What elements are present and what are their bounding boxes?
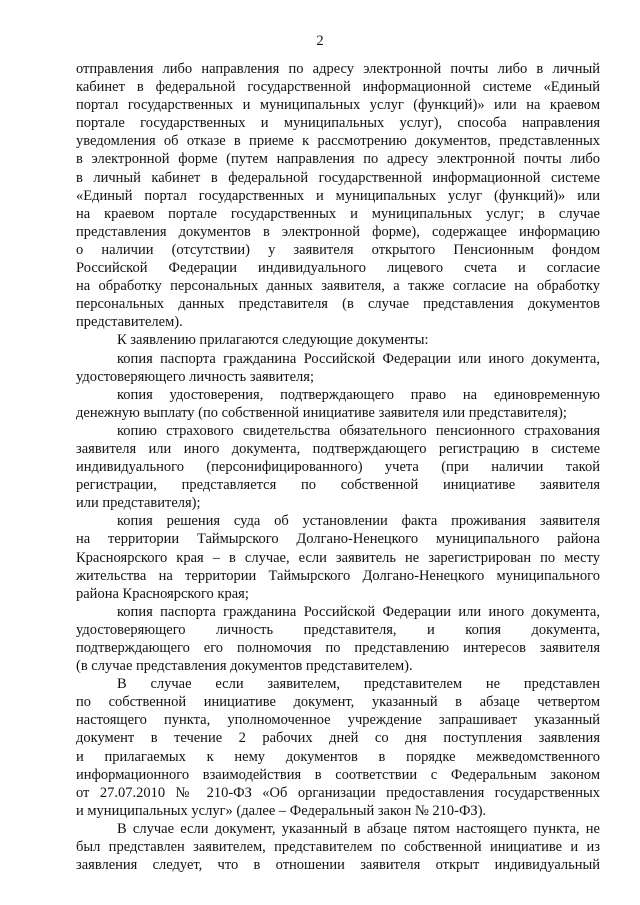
paragraph [76, 820, 600, 874]
text-line: портал государственных и муниципальных услуг (функций)» или на краевом [76, 97, 600, 114]
text-line: копию страхового свидетельства обязательного пенсионного страхования [117, 422, 600, 439]
paragraph [76, 512, 600, 602]
text-line: копия паспорта гражданина Российской Федерации или иного документа, [117, 603, 600, 620]
text-line: на территории Таймырского Долгано-Ненецкого муниципального района [76, 531, 600, 548]
text-line: удостоверяющего личность представителя, и копия документа, [76, 621, 600, 638]
text-line: документ в течение 2 рабочих дней со дня поступления заявления [76, 730, 600, 747]
paragraph [76, 350, 600, 386]
text-line: представителем). [76, 314, 183, 331]
text-line: В случае если заявителем, представителем не представлен [117, 676, 600, 693]
paragraph [76, 422, 600, 512]
text-line: в личный кабинет в федеральной государственной информационной системе [76, 169, 600, 186]
text-line: индивидуального (персонифицированного) учета (при наличии такой [76, 459, 600, 476]
text-line: на краевом портале государственных и муниципальных услуг; в случае [76, 205, 600, 222]
text-line: удостоверяющего личность заявителя; [76, 368, 314, 385]
text-line: денежную выплату (по собственной инициативе заявителя или представителя); [76, 404, 567, 421]
text-line: копия паспорта гражданина Российской Федерации или иного документа, [117, 350, 600, 367]
paragraph [76, 60, 600, 331]
text-line: настоящего пункта, уполномоченное учреждение запрашивает указанный [76, 712, 600, 729]
text-line: подтверждающего его полномочия по представлению интересов заявителя [76, 640, 600, 656]
paragraph [76, 331, 600, 349]
text-line: о наличии (отсутствии) у заявителя открытого Пенсионным фондом [76, 241, 600, 258]
paragraph [76, 386, 600, 422]
text-line: или представителя); [76, 495, 201, 512]
text-line: копия решения суда об установлении факта проживания заявителя [117, 513, 600, 530]
text-line: портале государственных и муниципальных услуг), способа направления [76, 115, 600, 132]
text-line: К заявлению прилагаются следующие документы: [117, 332, 429, 349]
text-line: копия удостоверения, подтверждающего право на единовременную [117, 386, 600, 403]
text-line: Красноярского края – в случае, если заявитель не зарегистрирован по месту [76, 549, 600, 566]
document-body [76, 60, 600, 874]
text-line: «Единый портал государственных и муниципальных услуг (функций)» или [76, 187, 600, 204]
text-line: отправления либо направления по адресу электронной почты либо в личный [76, 61, 600, 77]
text-line: и прилагаемых к нему документов в порядке межведомственного [76, 748, 600, 765]
text-line: на обработку персональных данных заявителя, а также согласие на обработку [76, 278, 600, 295]
paragraph [76, 675, 600, 820]
text-line: кабинет в федеральной государственной информационной системе «Единый [76, 79, 600, 96]
text-line: в электронной форме (путем направления по адресу электронной почты либо [76, 151, 600, 168]
paragraph [76, 603, 600, 675]
text-line: (в случае представления документов представителем). [76, 658, 413, 675]
text-line: В случае если документ, указанный в абзаце пятом настоящего пункта, не [117, 820, 600, 837]
text-line: заявителя или иного документа, подтверждающего регистрацию в системе [76, 440, 600, 457]
text-line: и муниципальных услуг» (далее – Федеральный закон № 210-ФЗ). [76, 802, 487, 819]
text-line: регистрации, представляется по собственной инициативе заявителя [76, 477, 600, 494]
text-line: информационного взаимодействия в соответствии с Федеральным законом [76, 766, 600, 783]
text-line: заявления следует, что в отношении заявителя открыт индивидуальный [76, 857, 600, 874]
text-line: от 27.07.2010 № 210-ФЗ «Об организации предоставления государственных [76, 784, 600, 801]
text-line: Российской Федерации индивидуального лицевого счета и согласие [76, 260, 600, 277]
text-line: района Красноярского края; [76, 585, 249, 602]
text-line: по собственной инициативе документ, указанный в абзаце четвертом [76, 694, 600, 711]
page-number: 2 [316, 33, 324, 49]
text-line: был представлен заявителем, представителем по собственной инициативе и из [76, 839, 600, 856]
text-line: жительства на территории Таймырского Долгано-Ненецкого муниципального [76, 567, 600, 584]
text-line: персональных данных представителя (в случае представления документов [76, 296, 600, 313]
text-line: уведомления об отказе в приеме к рассмотрению документов, представленных [76, 133, 600, 150]
text-line: представления документов в электронной форме), содержащее информацию [76, 223, 600, 240]
